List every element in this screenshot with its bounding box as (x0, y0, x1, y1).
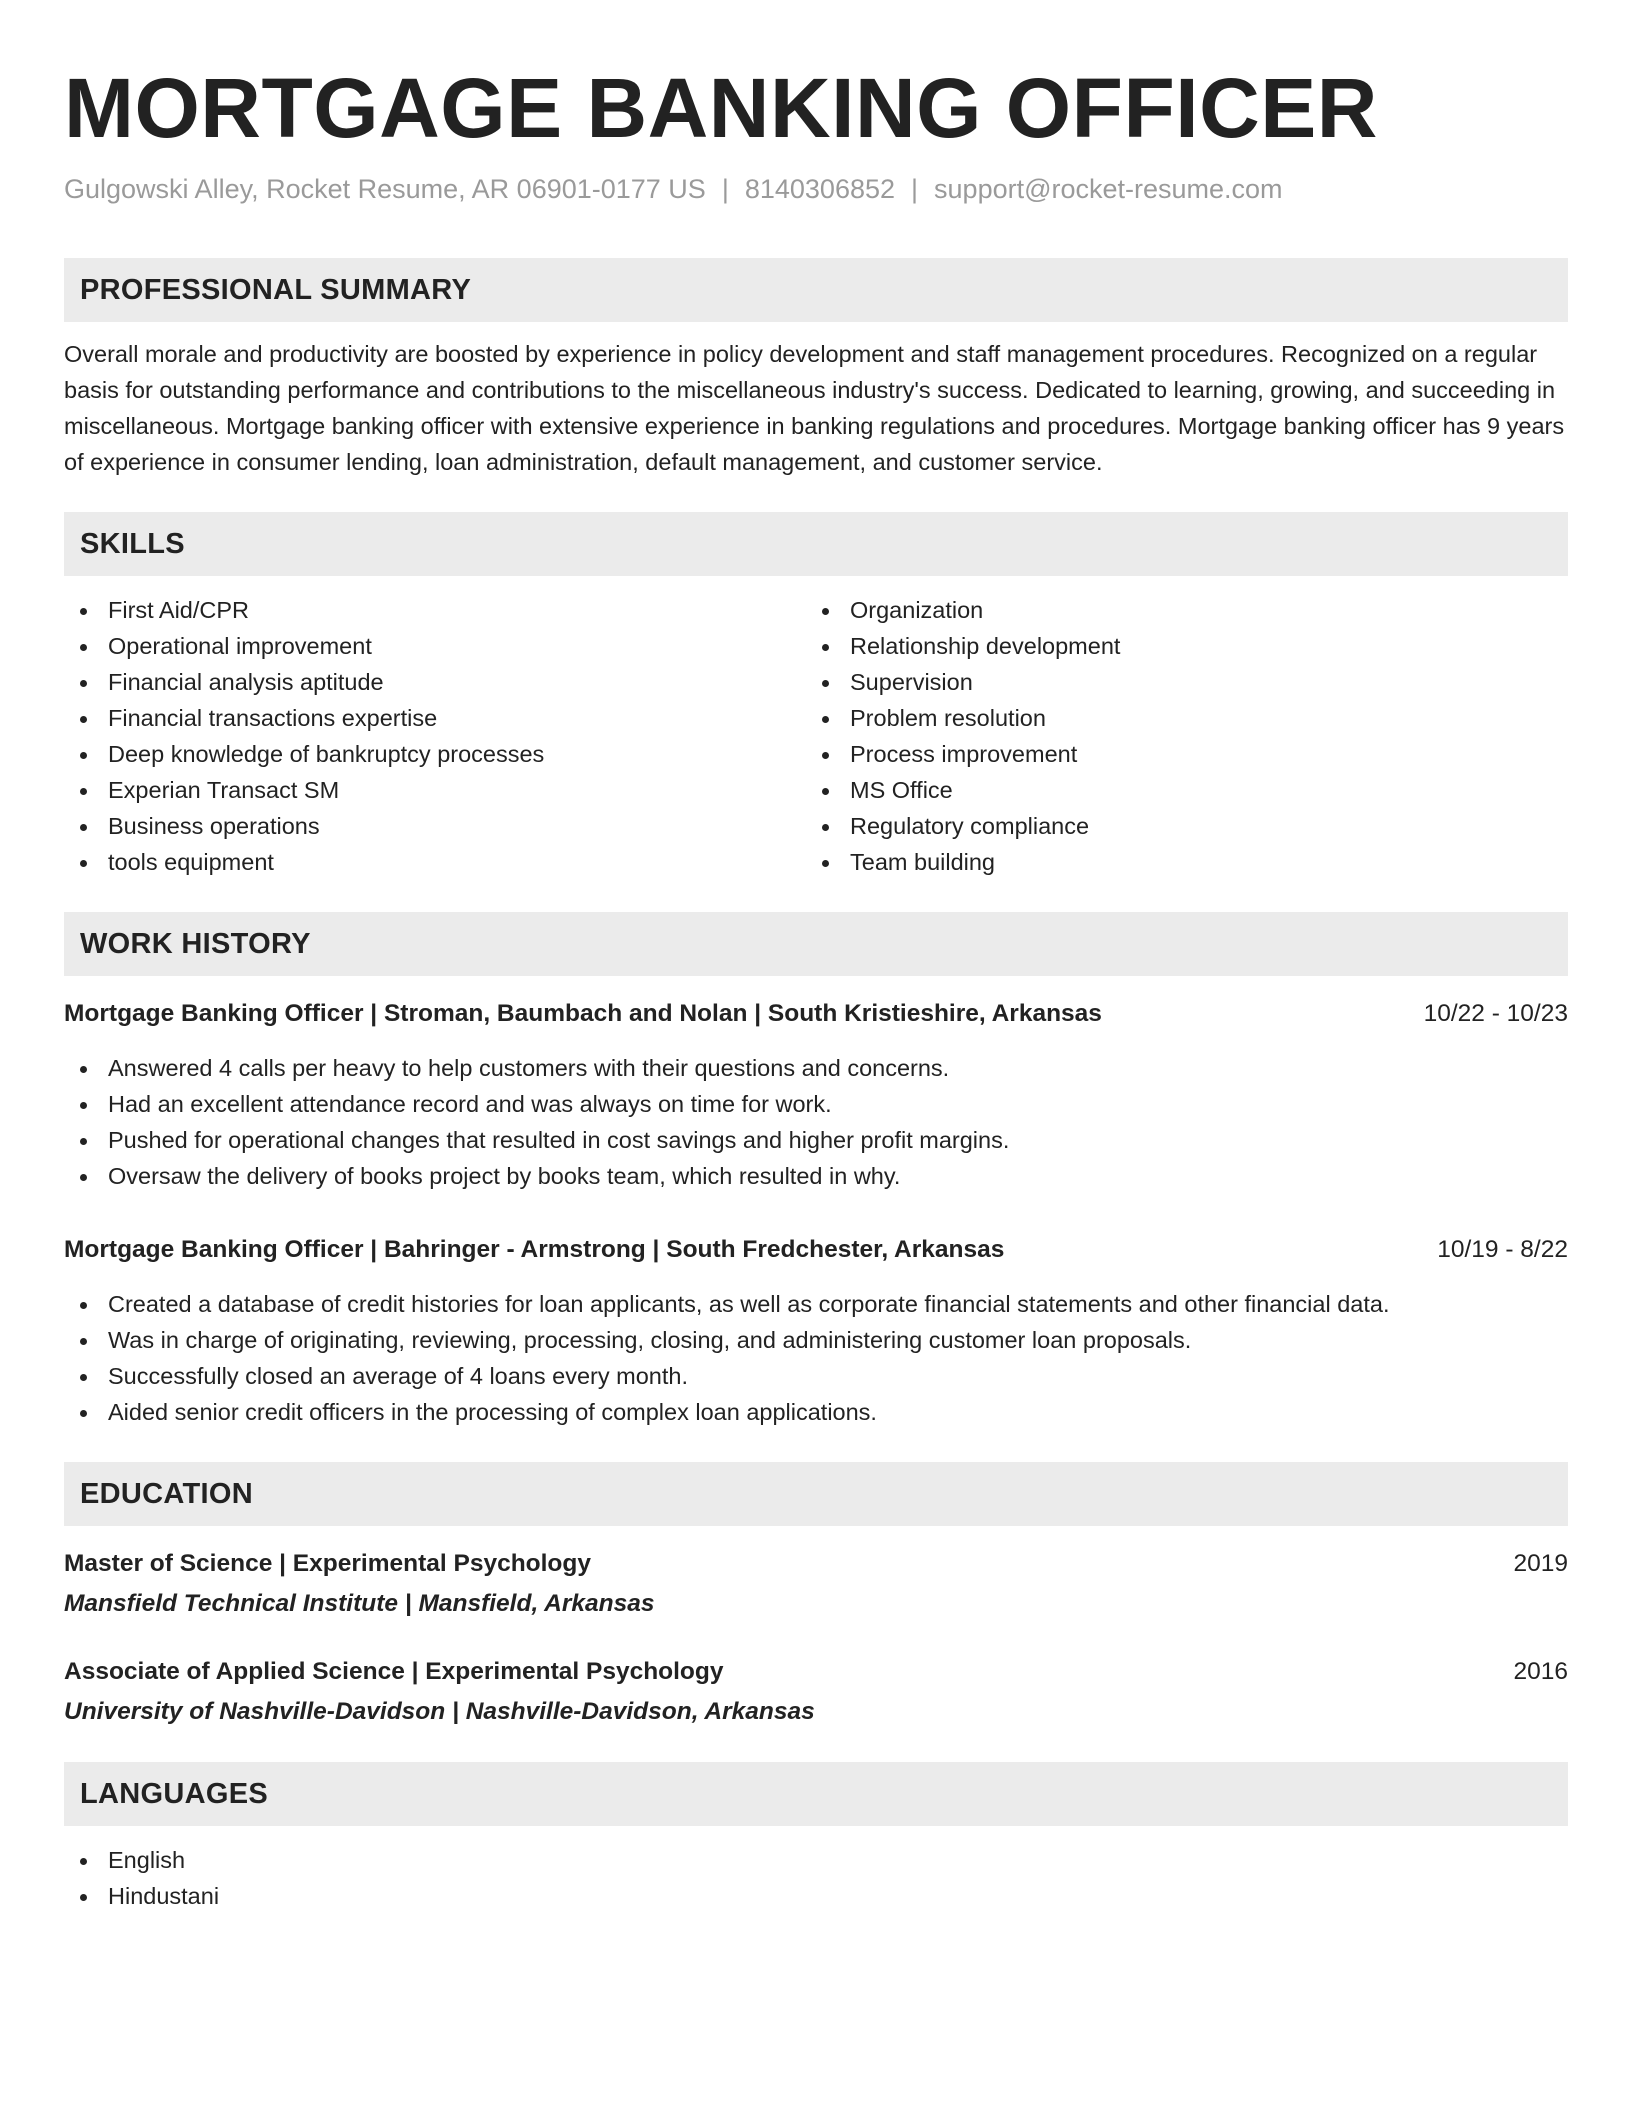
contact-line (64, 172, 1568, 206)
job-dates: 10/19 - 8/22 (1437, 1236, 1568, 1263)
job-dates: 10/22 - 10/23 (1423, 1000, 1568, 1027)
skill-item: Operational improvement (64, 628, 806, 664)
skill-item: Process improvement (806, 736, 1548, 772)
summary-text: Overall morale and productivity are boosted by experience in policy development and staff management procedures. Recognized on a regular basis for outstanding performance and contributions to the miscellaneous industry's success. Dedicated to learning, growing, and succeeding in miscellaneous. Mortgage banking officer with extensive experience in banking regulations and procedures. Mortgage banking officer has 9 years of experience in consumer lending, loan administration, default management, and customer service. (64, 341, 1565, 475)
skill-item: Financial transactions expertise (64, 700, 806, 736)
resume-page (64, 58, 1568, 1914)
skill-item: Organization (806, 592, 1548, 628)
skill-item: Supervision (806, 664, 1548, 700)
skill-item: Problem resolution (806, 700, 1548, 736)
job-bullet: Oversaw the delivery of books project by books team, which resulted in why. (64, 1158, 1568, 1194)
job-bullets (64, 1050, 1568, 1194)
skill-item: Experian Transact SM (64, 772, 806, 808)
skill-item: Team building (806, 844, 1548, 880)
contact-address: Gulgowski Alley, Rocket Resume, AR 06901-0177 US (64, 174, 706, 204)
skill-item: Relationship development (806, 628, 1548, 664)
skills-heading: SKILLS (64, 512, 1568, 576)
job-header (64, 996, 1568, 1032)
education-year: 2016 (1513, 1658, 1568, 1685)
language-item: Hindustani (64, 1878, 1568, 1914)
contact-separator: | (721, 174, 729, 204)
contact-phone: 8140306852 (744, 174, 896, 204)
skill-item: Deep knowledge of bankruptcy processes (64, 736, 806, 772)
skill-item: Financial analysis aptitude (64, 664, 806, 700)
language-item: English (64, 1842, 1568, 1878)
job-entry (64, 996, 1568, 1194)
job-title: Mortgage Banking Officer | Stroman, Baumbach and Nolan | South Kristieshire, Arkansas (64, 1000, 1102, 1027)
job-bullets (64, 1286, 1568, 1430)
job-bullet: Pushed for operational changes that resulted in cost savings and higher profit margins. (64, 1122, 1568, 1158)
languages-heading: LANGUAGES (64, 1762, 1568, 1826)
job-bullet: Created a database of credit histories for loan applicants, as well as corporate financial statements and other financial data. (64, 1286, 1568, 1322)
job-header (64, 1232, 1568, 1268)
education-degree: Associate of Applied Science | Experimental Psychology (64, 1658, 724, 1685)
languages-list (64, 1842, 1568, 1914)
education-degree: Master of Science | Experimental Psychology (64, 1550, 591, 1577)
skill-item: First Aid/CPR (64, 592, 806, 628)
skill-item: tools equipment (64, 844, 806, 880)
work-history-heading: WORK HISTORY (64, 912, 1568, 976)
resume-name: MORTGAGE BANKING OFFICER (64, 61, 1378, 155)
job-bullet: Answered 4 calls per heavy to help customers with their questions and concerns. (64, 1050, 1568, 1086)
skills-left-column (64, 592, 806, 880)
education-header (64, 1654, 1568, 1690)
job-bullet: Aided senior credit officers in the processing of complex loan applications. (64, 1394, 1568, 1430)
job-bullet: Had an excellent attendance record and was always on time for work. (64, 1086, 1568, 1122)
education-school: Mansfield Technical Institute | Mansfield, Arkansas (64, 1590, 655, 1617)
skill-item: Regulatory compliance (806, 808, 1548, 844)
summary-heading: PROFESSIONAL SUMMARY (64, 258, 1568, 322)
skill-item: Business operations (64, 808, 806, 844)
skills-grid (64, 592, 1568, 880)
education-school: University of Nashville-Davidson | Nashville-Davidson, Arkansas (64, 1698, 815, 1725)
education-heading: EDUCATION (64, 1462, 1568, 1526)
contact-email: support@rocket-resume.com (934, 174, 1283, 204)
contact-separator: | (911, 174, 919, 204)
job-bullet: Successfully closed an average of 4 loans every month. (64, 1358, 1568, 1394)
education-header (64, 1546, 1568, 1582)
skills-right-column (806, 592, 1548, 880)
education-year: 2019 (1513, 1550, 1568, 1577)
job-entry (64, 1232, 1568, 1430)
education-entry (64, 1654, 1568, 1730)
skill-item: MS Office (806, 772, 1548, 808)
education-entry (64, 1546, 1568, 1622)
job-bullet: Was in charge of originating, reviewing, processing, closing, and administering customer loan proposals. (64, 1322, 1568, 1358)
job-title: Mortgage Banking Officer | Bahringer - Armstrong | South Fredchester, Arkansas (64, 1236, 1005, 1263)
